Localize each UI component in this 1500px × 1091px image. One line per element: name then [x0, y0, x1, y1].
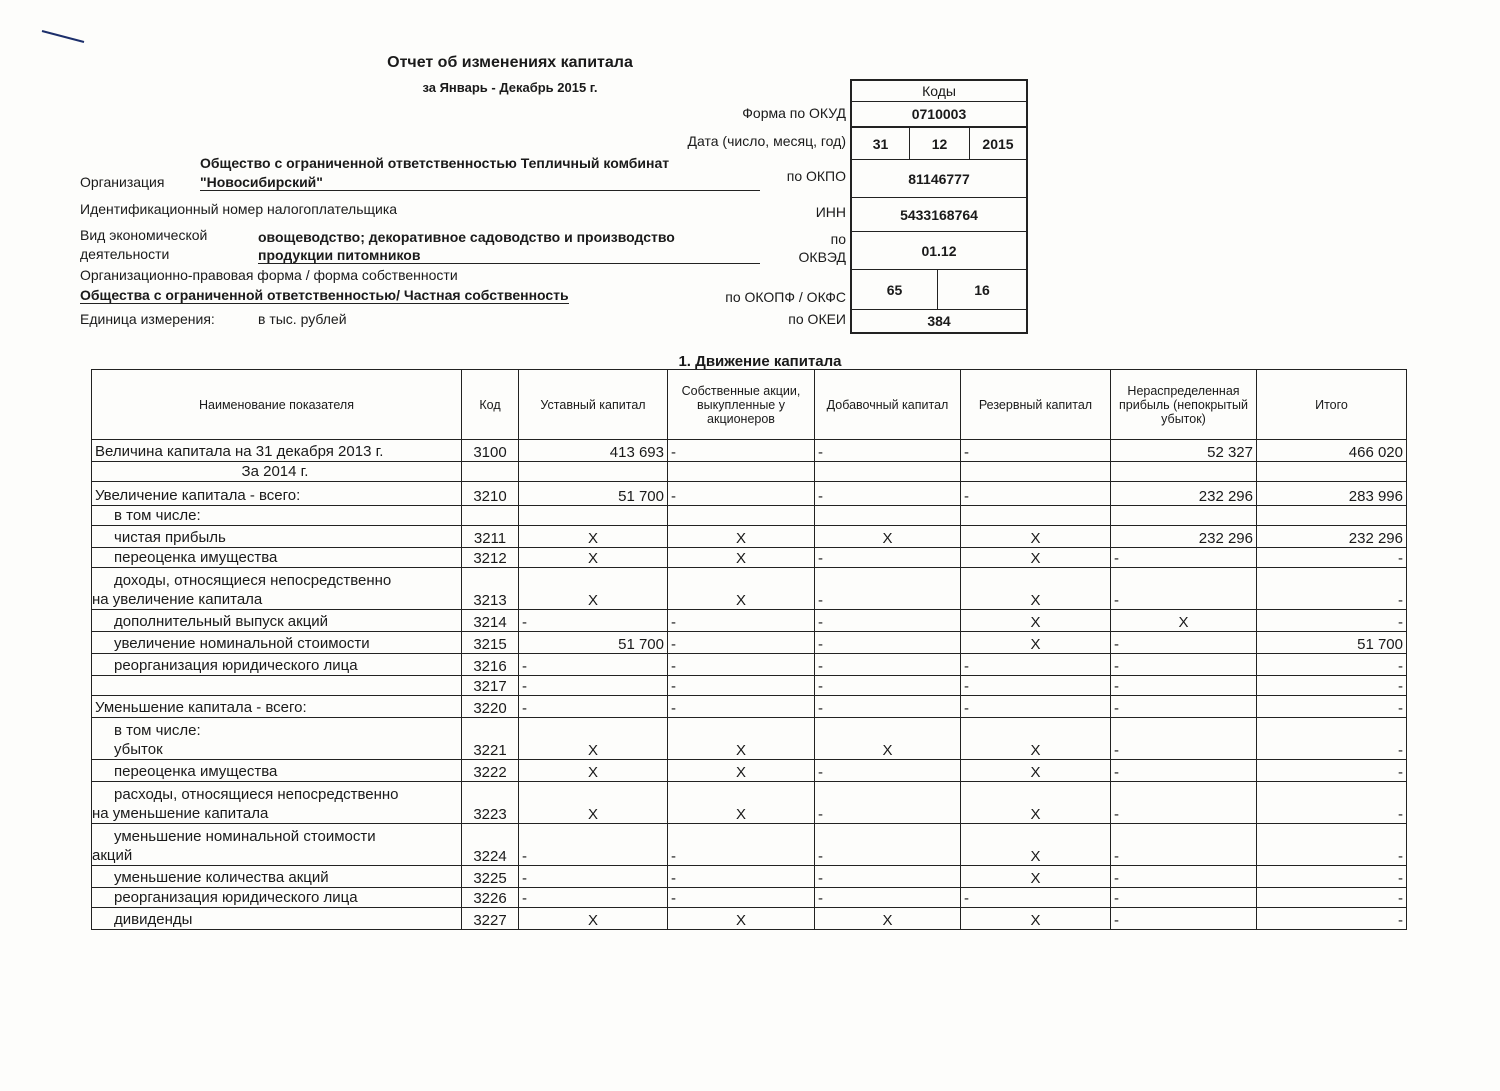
table-row: [92, 610, 1407, 632]
cell-c3: -: [815, 548, 961, 568]
okpo-label: по ОКПО: [786, 168, 846, 184]
cell-c1: -: [519, 696, 668, 718]
okei-label: по ОКЕИ: [788, 311, 846, 327]
table-row: [92, 718, 1407, 760]
cell-c2: X: [668, 548, 815, 568]
table-row: [92, 440, 1407, 462]
row-name: [92, 888, 462, 908]
col-own-shares: Собственные акции, выкупленные у акционеров: [668, 370, 815, 440]
cell-c5: -: [1111, 548, 1257, 568]
row-name: [92, 462, 462, 482]
cell-c4: X: [961, 866, 1111, 888]
okved-label-1: по: [830, 231, 846, 247]
row-name: [92, 718, 462, 760]
cell-c4: [961, 506, 1111, 526]
row-code: 3216: [462, 654, 519, 676]
cell-c3: -: [815, 654, 961, 676]
table-row: [92, 632, 1407, 654]
cell-c1: X: [519, 782, 668, 824]
row-name-text-2: акций: [92, 847, 133, 864]
row-name-text: дополнительный выпуск акций: [114, 613, 329, 630]
okud-label: Форма по ОКУД: [742, 105, 846, 121]
activity-label-1: Вид экономической: [80, 227, 208, 243]
cell-c6: -: [1257, 782, 1407, 824]
cell-c3: [815, 462, 961, 482]
cell-c1: -: [519, 654, 668, 676]
row-code: 3210: [462, 482, 519, 506]
date-day: 31: [852, 128, 910, 160]
row-name: [92, 568, 462, 610]
row-name: [92, 782, 462, 824]
cell-c4: -: [961, 654, 1111, 676]
cell-c5: -: [1111, 782, 1257, 824]
table-row: [92, 654, 1407, 676]
cell-c6: 466 020: [1257, 440, 1407, 462]
row-code: 3215: [462, 632, 519, 654]
cell-c4: X: [961, 568, 1111, 610]
row-code: [462, 506, 519, 526]
cell-c1: X: [519, 760, 668, 782]
report-title: Отчет об изменениях капитала: [387, 54, 633, 71]
date-label: Дата (число, месяц, год): [687, 133, 846, 149]
cell-c1: [519, 506, 668, 526]
cell-c2: -: [668, 866, 815, 888]
cell-c6: -: [1257, 888, 1407, 908]
table-row: [92, 482, 1407, 506]
capital-movement-table: [91, 369, 1407, 930]
cell-c1: 51 700: [519, 482, 668, 506]
cell-c2: X: [668, 718, 815, 760]
col-additional: Добавочный капитал: [815, 370, 961, 440]
col-code: Код: [462, 370, 519, 440]
col-retained: Нераспределенная прибыль (непокрытый убыток): [1111, 370, 1257, 440]
row-name-text: Уменьшение капитала - всего:: [95, 699, 307, 716]
cell-c1: -: [519, 888, 668, 908]
legal-form: Общества с ограниченной ответственностью/ Частная собственность: [80, 287, 569, 303]
cell-c1: X: [519, 908, 668, 930]
cell-c2: [668, 462, 815, 482]
cell-c5: [1111, 462, 1257, 482]
cell-c2: X: [668, 760, 815, 782]
row-code: 3100: [462, 440, 519, 462]
table-row: [92, 696, 1407, 718]
cell-c1: X: [519, 548, 668, 568]
org-label: Организация: [80, 174, 165, 190]
col-total: Итого: [1257, 370, 1407, 440]
cell-c6: 51 700: [1257, 632, 1407, 654]
cell-c6: -: [1257, 824, 1407, 866]
cell-c3: X: [815, 718, 961, 760]
col-reserve: Резервный капитал: [961, 370, 1111, 440]
row-name: [92, 440, 462, 462]
cell-c5: -: [1111, 654, 1257, 676]
cell-c3: -: [815, 482, 961, 506]
row-code: 3212: [462, 548, 519, 568]
cell-c5: -: [1111, 824, 1257, 866]
row-code: 3220: [462, 696, 519, 718]
cell-c3: -: [815, 568, 961, 610]
table-row: [92, 824, 1407, 866]
row-name-text: доходы, относящиеся непосредственно: [114, 572, 392, 589]
cell-c6: -: [1257, 548, 1407, 568]
cell-c2: X: [668, 568, 815, 610]
row-name-text: в том числе:: [114, 507, 201, 524]
row-name: [92, 610, 462, 632]
date-month: 12: [910, 128, 970, 160]
okei-value: 384: [927, 313, 951, 329]
okud-value: 0710003: [852, 102, 1026, 128]
cell-c4: -: [961, 676, 1111, 696]
cell-c3: -: [815, 632, 961, 654]
row-name: [92, 866, 462, 888]
cell-c1: X: [519, 718, 668, 760]
table-row: [92, 548, 1407, 568]
unit-value: в тыс. рублей: [258, 311, 347, 327]
cell-c1: X: [519, 526, 668, 548]
table-row: [92, 908, 1407, 930]
cell-c5: -: [1111, 718, 1257, 760]
cell-c6: -: [1257, 696, 1407, 718]
row-name-text: чистая прибыль: [114, 529, 226, 546]
row-name-text: За 2014 г.: [241, 463, 309, 480]
row-code: 3214: [462, 610, 519, 632]
cell-c2: -: [668, 632, 815, 654]
cell-c1: -: [519, 866, 668, 888]
cell-c3: -: [815, 866, 961, 888]
row-name-text: уменьшение номинальной стоимости: [114, 828, 376, 845]
cell-c3: -: [815, 824, 961, 866]
cell-c5: [1111, 506, 1257, 526]
cell-c4: X: [961, 632, 1111, 654]
cell-c5: 232 296: [1111, 482, 1257, 506]
activity-line2: продукции питомников: [258, 247, 760, 264]
cell-c1: -: [519, 676, 668, 696]
cell-c2: -: [668, 696, 815, 718]
row-code: 3224: [462, 824, 519, 866]
table-row: [92, 782, 1407, 824]
row-name: [92, 676, 462, 696]
cell-c4: X: [961, 610, 1111, 632]
cell-c6: -: [1257, 610, 1407, 632]
row-name-text: реорганизация юридического лица: [114, 657, 358, 674]
row-name-text: переоценка имущества: [114, 763, 278, 780]
row-code: 3211: [462, 526, 519, 548]
cell-c3: -: [815, 676, 961, 696]
report-period: за Январь - Декабрь 2015 г.: [422, 80, 598, 95]
cell-c3: -: [815, 782, 961, 824]
cell-c2: -: [668, 824, 815, 866]
table-row: [92, 760, 1407, 782]
cell-c2: -: [668, 888, 815, 908]
cell-c2: X: [668, 526, 815, 548]
table-row: [92, 462, 1407, 482]
cell-c3: -: [815, 760, 961, 782]
cell-c2: -: [668, 482, 815, 506]
cell-c6: -: [1257, 654, 1407, 676]
okved-label-2: ОКВЭД: [798, 249, 846, 265]
row-name-text: уменьшение количества акций: [114, 869, 329, 886]
cell-c4: X: [961, 760, 1111, 782]
cell-c4: -: [961, 888, 1111, 908]
row-name: [92, 482, 462, 506]
cell-c6: [1257, 506, 1407, 526]
pen-mark-icon: [40, 28, 88, 44]
cell-c3: X: [815, 526, 961, 548]
cell-c6: -: [1257, 866, 1407, 888]
cell-c4: X: [961, 908, 1111, 930]
row-name: [92, 824, 462, 866]
cell-c3: -: [815, 696, 961, 718]
cell-c1: X: [519, 568, 668, 610]
okfs-value: 16: [938, 270, 1026, 310]
table-row: [92, 568, 1407, 610]
row-name-text: дивиденды: [114, 911, 193, 928]
cell-c5: -: [1111, 568, 1257, 610]
row-name: [92, 908, 462, 930]
activity-label-2: деятельности: [80, 246, 170, 262]
cell-c4: X: [961, 824, 1111, 866]
row-name-text: Увеличение капитала - всего:: [95, 487, 301, 504]
legal-form-label: Организационно-правовая форма / форма собственности: [80, 267, 458, 283]
org-name-line1: Общество с ограниченной ответственностью Тепличный комбинат: [200, 155, 670, 171]
row-name: [92, 526, 462, 548]
row-code: 3222: [462, 760, 519, 782]
cell-c4: -: [961, 482, 1111, 506]
cell-c2: -: [668, 676, 815, 696]
row-code: 3227: [462, 908, 519, 930]
codes-box: [850, 79, 1028, 334]
cell-c1: 413 693: [519, 440, 668, 462]
okopf-value: 65: [852, 270, 938, 310]
row-name: [92, 654, 462, 676]
cell-c6: -: [1257, 908, 1407, 930]
cell-c2: -: [668, 440, 815, 462]
cell-c1: 51 700: [519, 632, 668, 654]
row-code: 3217: [462, 676, 519, 696]
cell-c1: -: [519, 824, 668, 866]
cell-c3: [815, 506, 961, 526]
taxpayer-label: Идентификационный номер налогоплательщика: [80, 201, 398, 217]
cell-c6: [1257, 462, 1407, 482]
row-name: [92, 506, 462, 526]
cell-c4: X: [961, 548, 1111, 568]
cell-c5: -: [1111, 866, 1257, 888]
row-name: [92, 548, 462, 568]
table-row: [92, 676, 1407, 696]
table-row: [92, 526, 1407, 548]
row-code: 3225: [462, 866, 519, 888]
cell-c6: -: [1257, 760, 1407, 782]
okpo-value: 81146777: [852, 160, 1026, 198]
cell-c2: -: [668, 654, 815, 676]
okopf-label: по ОКОПФ / ОКФС: [725, 289, 846, 305]
cell-c1: [519, 462, 668, 482]
cell-c6: -: [1257, 676, 1407, 696]
cell-c3: -: [815, 440, 961, 462]
row-name-text: реорганизация юридического лица: [114, 889, 358, 906]
row-name-text: увеличение номинальной стоимости: [114, 635, 370, 652]
cell-c2: X: [668, 782, 815, 824]
cell-c6: 232 296: [1257, 526, 1407, 548]
table-row: [92, 888, 1407, 908]
row-name: [92, 632, 462, 654]
cell-c5: X: [1111, 610, 1257, 632]
cell-c4: -: [961, 440, 1111, 462]
cell-c3: -: [815, 888, 961, 908]
cell-c5: -: [1111, 696, 1257, 718]
col-name: Наименование показателя: [92, 370, 462, 440]
row-name-text-2: убыток: [114, 741, 163, 758]
inn-label: ИНН: [815, 204, 846, 220]
cell-c5: -: [1111, 888, 1257, 908]
row-name-text: расходы, относящиеся непосредственно: [114, 786, 399, 803]
row-name-text-2: на уменьшение капитала: [92, 805, 269, 822]
cell-c4: [961, 462, 1111, 482]
cell-c4: -: [961, 696, 1111, 718]
table-row: [92, 866, 1407, 888]
row-name-text: в том числе:: [114, 722, 201, 739]
table-row: [92, 506, 1407, 526]
table-header-row: [92, 370, 1407, 440]
col-charter: Уставный капитал: [519, 370, 668, 440]
row-name: [92, 696, 462, 718]
cell-c6: -: [1257, 718, 1407, 760]
cell-c5: -: [1111, 676, 1257, 696]
cell-c2: X: [668, 908, 815, 930]
cell-c5: -: [1111, 760, 1257, 782]
row-name-text: Величина капитала на 31 декабря 2013 г.: [95, 443, 384, 460]
cell-c3: -: [815, 610, 961, 632]
cell-c5: 232 296: [1111, 526, 1257, 548]
activity-line1: овощеводство; декоративное садоводство и производство: [258, 229, 675, 245]
row-code: 3221: [462, 718, 519, 760]
cell-c5: 52 327: [1111, 440, 1257, 462]
row-code: 3213: [462, 568, 519, 610]
row-code: 3223: [462, 782, 519, 824]
org-name-line2: "Новосибирский": [200, 174, 760, 191]
row-code: 3226: [462, 888, 519, 908]
okved-value: 01.12: [852, 232, 1026, 270]
cell-c5: -: [1111, 632, 1257, 654]
cell-c2: [668, 506, 815, 526]
row-name-text-2: на увеличение капитала: [92, 591, 263, 608]
date-year: 2015: [970, 128, 1026, 160]
row-name: [92, 760, 462, 782]
unit-label: Единица измерения:: [80, 311, 215, 327]
cell-c1: -: [519, 610, 668, 632]
cell-c3: X: [815, 908, 961, 930]
row-name-text: переоценка имущества: [114, 549, 278, 566]
cell-c4: X: [961, 718, 1111, 760]
cell-c6: -: [1257, 568, 1407, 610]
inn-value: 5433168764: [852, 198, 1026, 232]
cell-c5: -: [1111, 908, 1257, 930]
cell-c2: -: [668, 610, 815, 632]
cell-c4: X: [961, 526, 1111, 548]
section-title: 1. Движение капитала: [678, 353, 842, 370]
codes-header: Коды: [852, 81, 1026, 102]
cell-c4: X: [961, 782, 1111, 824]
cell-c6: 283 996: [1257, 482, 1407, 506]
row-code: [462, 462, 519, 482]
